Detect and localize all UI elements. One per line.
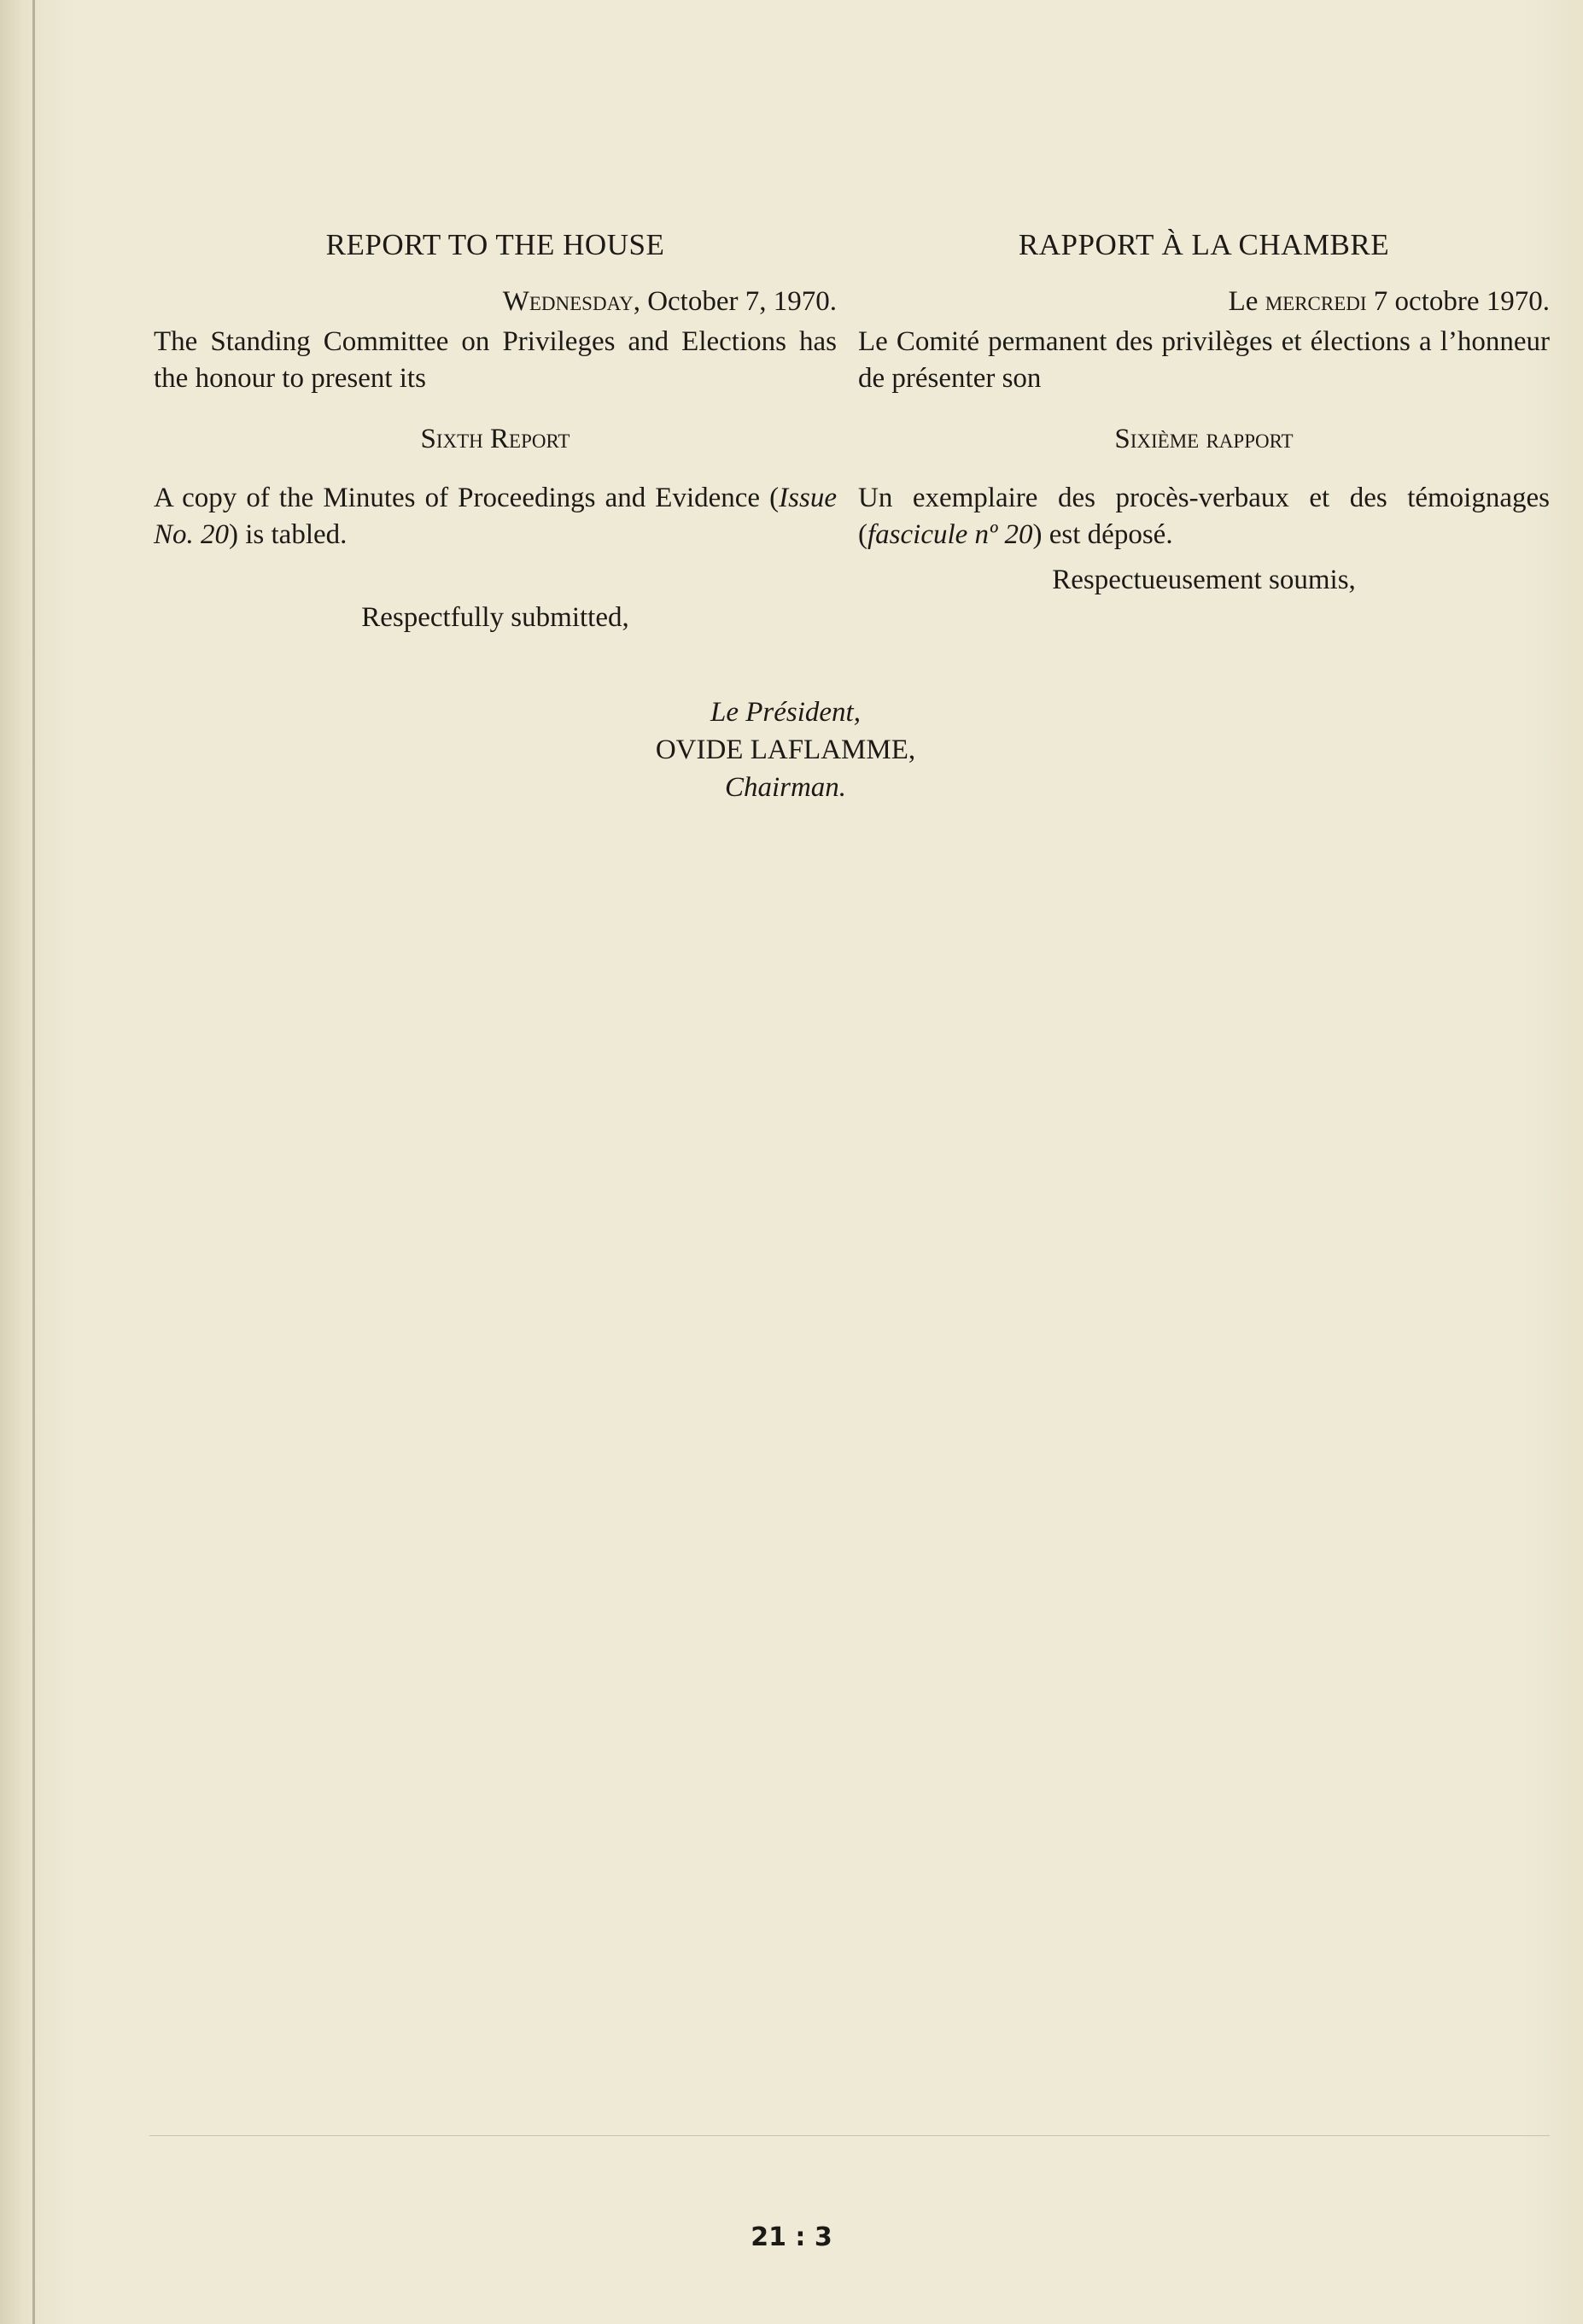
french-closing: Respectueusement soumis, — [1052, 565, 1356, 595]
english-copy-before: A copy of the Minutes of Proceedings and Evidence ( — [154, 483, 780, 513]
french-copy-paragraph — [858, 480, 1550, 553]
english-copy-after: ) is tabled. — [229, 519, 348, 550]
french-date-rest: 7 octobre 1970. — [1366, 286, 1550, 317]
english-report-title: Sixth Report — [420, 424, 570, 454]
french-date-day: mercredi — [1265, 286, 1367, 317]
french-date-before: Le — [1228, 286, 1265, 317]
french-intro: Le Comité permanent des privilèges et élections a l’honneur de présenter son — [858, 326, 1550, 394]
french-report-title: Sixième rapport — [1114, 424, 1294, 454]
english-date — [154, 284, 837, 320]
signature-block — [546, 694, 1025, 806]
french-copy-after: ) est déposé. — [1032, 519, 1173, 550]
english-intro: The Standing Committee on Privileges and Elections has the honour to present its — [154, 326, 837, 394]
signature-title-en: Chairman. — [724, 772, 847, 803]
english-column — [154, 226, 837, 636]
french-copy-before: Un exemplaire des procès-verbaux et des témoignages ( — [858, 483, 1550, 550]
french-heading: RAPPORT À LA CHAMBRE — [1018, 228, 1390, 261]
english-closing: Respectfully submitted, — [361, 602, 629, 633]
english-heading: REPORT TO THE HOUSE — [325, 228, 665, 261]
english-copy-paragraph — [154, 480, 837, 553]
footer-rule — [149, 2135, 1550, 2136]
french-column — [858, 226, 1550, 599]
signature-name: OVIDE LAFLAMME, — [655, 735, 916, 765]
signature-title-fr: Le Président, — [710, 697, 861, 728]
english-date-rest: , October 7, 1970. — [633, 286, 837, 317]
page-number: 21 : 3 — [751, 2222, 832, 2252]
english-date-day: Wednesday — [502, 286, 634, 317]
french-date — [858, 284, 1550, 320]
binding-edge — [32, 0, 35, 2324]
english-copy-italic: Issue No. 20 — [154, 483, 837, 550]
french-copy-italic: fascicule nº 20 — [867, 519, 1033, 550]
